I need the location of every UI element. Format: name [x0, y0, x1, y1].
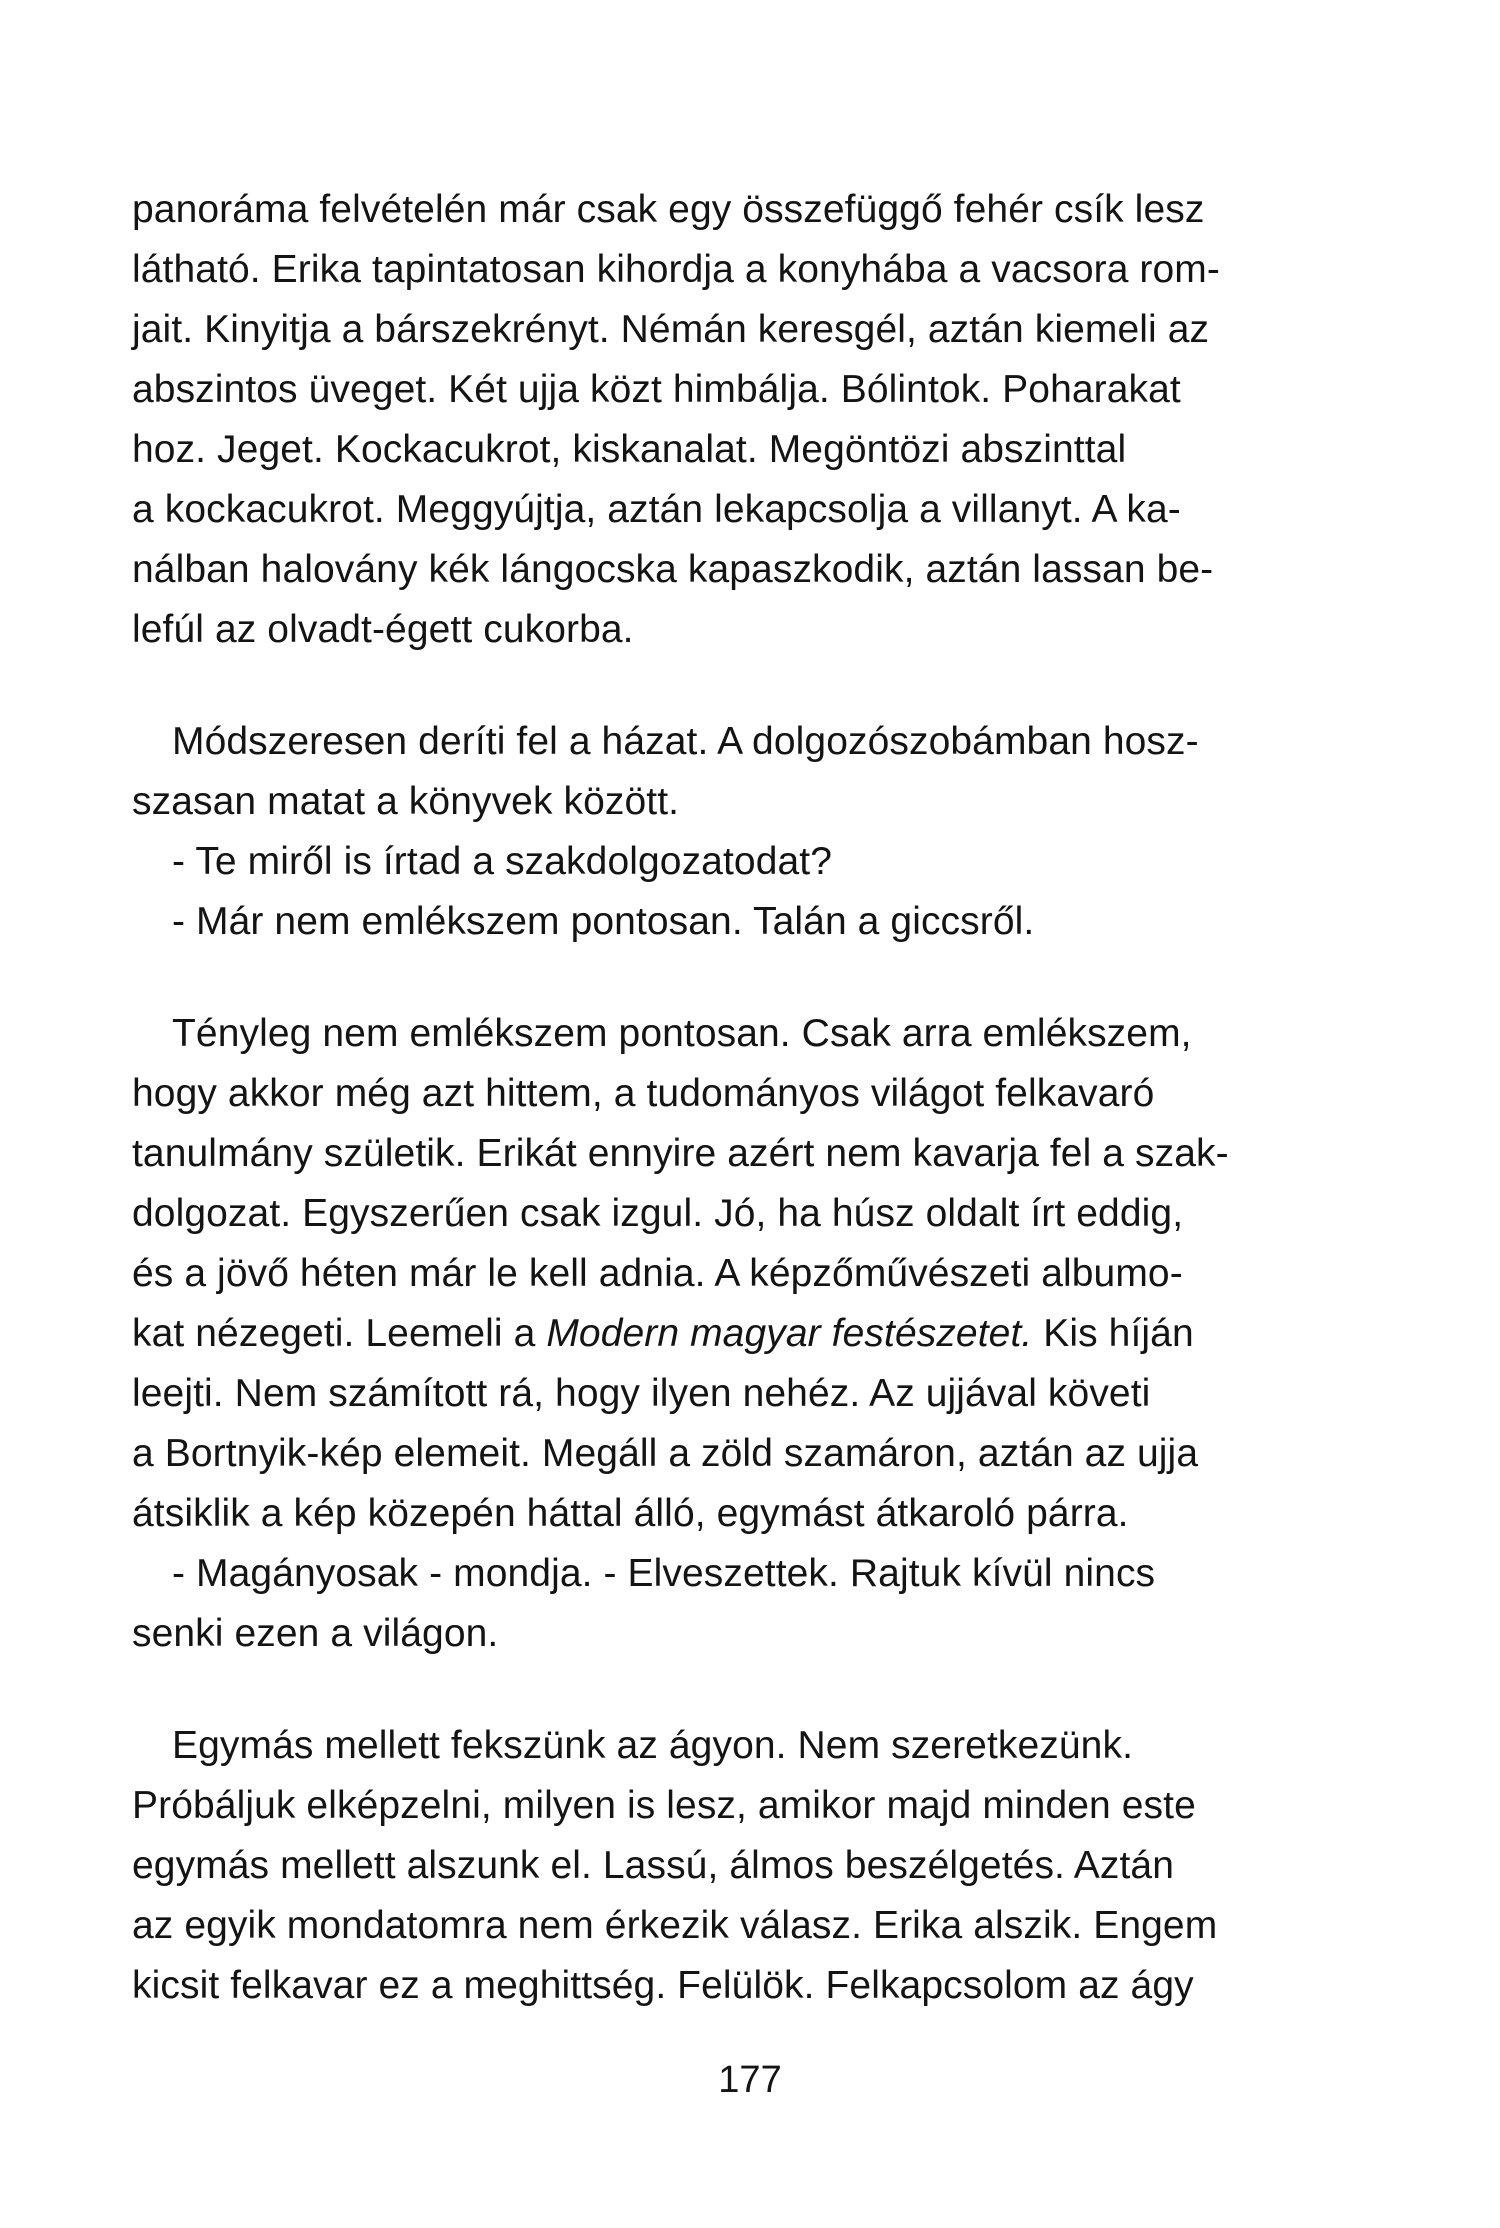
- text-line-with-title: [132, 1304, 1194, 1364]
- text-line: jait. Kinyitja a bárszekrényt. Némán keresgél, aztán kiemeli az: [132, 308, 1210, 351]
- text-segment: kat nézegeti. Leemeli a: [132, 1312, 547, 1355]
- text-line: egymás mellett alszunk el. Lassú, álmos beszélgetés. Aztán: [132, 1844, 1174, 1887]
- text-line: hoz. Jeget. Kockacukrot, kiskanalat. Megöntözi abszinttal: [132, 428, 1127, 471]
- text-line: átsiklik a kép közepén háttal álló, egymást átkaroló párra.: [132, 1492, 1129, 1535]
- text-line: hogy akkor még azt hittem, a tudományos világot felkavaró: [132, 1072, 1155, 1115]
- text-line: tanulmány születik. Erikát ennyire azért nem kavarja fel a szak-: [132, 1132, 1229, 1175]
- text-line: a Bortnyik-kép elemeit. Megáll a zöld szamáron, aztán az ujja: [132, 1432, 1199, 1475]
- text-line: lefúl az olvadt-égett cukorba.: [132, 608, 634, 651]
- text-line: senki ezen a világon.: [132, 1612, 499, 1655]
- text-line: szasan matat a könyvek között.: [132, 780, 680, 823]
- text-segment: Kis híján: [1032, 1312, 1194, 1355]
- text-line: a kockacukrot. Meggyújtja, aztán lekapcsolja a villanyt. A ka-: [132, 488, 1181, 531]
- text-line: Egymás mellett fekszünk az ágyon. Nem szeretkezünk.: [172, 1724, 1133, 1767]
- text-line: nálban halovány kék lángocska kapaszkodik, aztán lassan be-: [132, 548, 1214, 591]
- text-line: dolgozat. Egyszerűen csak izgul. Jó, ha húsz oldalt írt eddig,: [132, 1192, 1184, 1235]
- text-line: Tényleg nem emlékszem pontosan. Csak arra emlékszem,: [172, 1012, 1192, 1055]
- book-title: Modern magyar festészetet.: [546, 1312, 1033, 1355]
- text-line: abszintos üveget. Két ujja közt himbálja. Bólintok. Poharakat: [132, 368, 1181, 411]
- text-line: Próbáljuk elképzelni, milyen is lesz, amikor majd minden este: [132, 1784, 1196, 1827]
- page-number: 177: [718, 2059, 782, 2101]
- text-line: és a jövő héten már le kell adnia. A képzőművészeti albumo-: [132, 1252, 1183, 1295]
- dialogue-line: - Te miről is írtad a szakdolgozatodat?: [172, 840, 833, 883]
- dialogue-line: - Már nem emlékszem pontosan. Talán a giccsről.: [172, 900, 1035, 943]
- text-line: kicsit felkavar ez a meghittség. Felülök. Felkapcsolom az ágy: [132, 1964, 1194, 2007]
- text-line: panoráma felvételén már csak egy összefüggő fehér csík lesz: [132, 188, 1205, 231]
- text-line: leejti. Nem számított rá, hogy ilyen nehéz. Az ujjával követi: [132, 1372, 1151, 1415]
- text-line: az egyik mondatomra nem érkezik válasz. Erika alszik. Engem: [132, 1904, 1218, 1947]
- text-line: Módszeresen deríti fel a házat. A dolgozószobámban hosz-: [172, 720, 1199, 763]
- dialogue-line: - Magányosak - mondja. - Elveszettek. Rajtuk kívül nincs: [172, 1552, 1156, 1595]
- text-line: látható. Erika tapintatosan kihordja a konyhába a vacsora rom-: [132, 248, 1220, 291]
